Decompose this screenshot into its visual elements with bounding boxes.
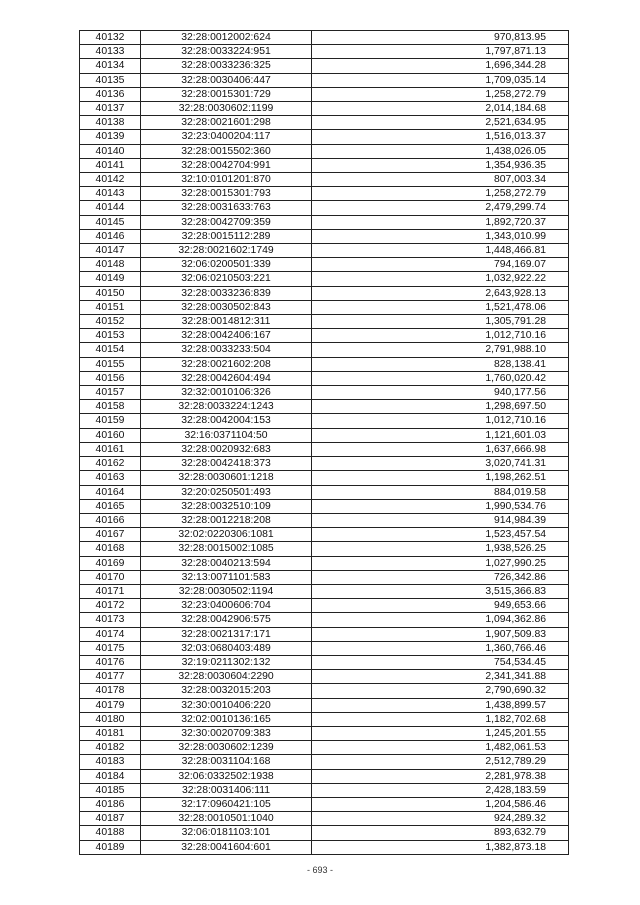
cadastral-number-cell: 32:28:0015301:793 — [141, 187, 312, 201]
row-number-cell: 40176 — [80, 655, 141, 669]
value-cell: 2,512,789.29 — [312, 755, 569, 769]
cadastral-number-cell: 32:28:0042709:359 — [141, 215, 312, 229]
value-cell: 1,360,766.46 — [312, 641, 569, 655]
value-cell: 2,790,690.32 — [312, 684, 569, 698]
cadastral-number-cell: 32:28:0030406:447 — [141, 73, 312, 87]
row-number-cell: 40183 — [80, 755, 141, 769]
row-number-cell: 40155 — [80, 357, 141, 371]
value-cell: 949,653.66 — [312, 599, 569, 613]
value-cell: 924,289.32 — [312, 812, 569, 826]
value-cell: 884,019.58 — [312, 485, 569, 499]
value-cell: 1,343,010.99 — [312, 229, 569, 243]
table-row — [80, 670, 569, 684]
row-number-cell: 40179 — [80, 698, 141, 712]
row-number-cell: 40185 — [80, 783, 141, 797]
cadastral-number-cell: 32:28:0021601:298 — [141, 116, 312, 130]
value-cell: 1,438,899.57 — [312, 698, 569, 712]
value-cell: 1,012,710.16 — [312, 329, 569, 343]
value-cell: 1,696,344.28 — [312, 59, 569, 73]
table-row — [80, 45, 569, 59]
value-cell: 1,438,026.05 — [312, 144, 569, 158]
row-number-cell: 40161 — [80, 442, 141, 456]
table-row — [80, 797, 569, 811]
row-number-cell: 40162 — [80, 457, 141, 471]
table-row — [80, 599, 569, 613]
row-number-cell: 40177 — [80, 670, 141, 684]
value-cell: 794,169.07 — [312, 258, 569, 272]
cadastral-number-cell: 32:28:0042604:494 — [141, 371, 312, 385]
row-number-cell: 40178 — [80, 684, 141, 698]
table-row — [80, 641, 569, 655]
value-cell: 2,341,341.88 — [312, 670, 569, 684]
cadastral-number-cell: 32:28:0015502:360 — [141, 144, 312, 158]
value-cell: 2,479,299.74 — [312, 201, 569, 215]
table-row — [80, 300, 569, 314]
data-table-container — [79, 30, 569, 855]
table-row — [80, 173, 569, 187]
table-row — [80, 59, 569, 73]
value-cell: 940,177.56 — [312, 386, 569, 400]
value-cell: 2,521,634.95 — [312, 116, 569, 130]
cadastral-number-cell: 32:23:0400606:704 — [141, 599, 312, 613]
row-number-cell: 40187 — [80, 812, 141, 826]
value-cell: 726,342.86 — [312, 570, 569, 584]
value-cell: 1,258,272.79 — [312, 87, 569, 101]
table-row — [80, 698, 569, 712]
cadastral-number-cell: 32:28:0033236:839 — [141, 286, 312, 300]
value-cell: 1,027,990.25 — [312, 556, 569, 570]
row-number-cell: 40145 — [80, 215, 141, 229]
cadastral-number-cell: 32:16:0371104:50 — [141, 428, 312, 442]
cadastral-number-cell: 32:28:0012218:208 — [141, 513, 312, 527]
table-row — [80, 570, 569, 584]
table-row — [80, 840, 569, 854]
value-cell: 2,791,988.10 — [312, 343, 569, 357]
table-row — [80, 513, 569, 527]
value-cell: 1,012,710.16 — [312, 414, 569, 428]
row-number-cell: 40144 — [80, 201, 141, 215]
value-cell: 807,003.34 — [312, 173, 569, 187]
row-number-cell: 40186 — [80, 797, 141, 811]
cadastral-number-cell: 32:28:0015301:729 — [141, 87, 312, 101]
table-row — [80, 741, 569, 755]
table-row — [80, 258, 569, 272]
cadastral-number-cell: 32:23:0400204:117 — [141, 130, 312, 144]
cadastral-number-cell: 32:28:0030604:2290 — [141, 670, 312, 684]
value-cell: 1,637,666.98 — [312, 442, 569, 456]
table-row — [80, 812, 569, 826]
cadastral-number-cell: 32:32:0010106:326 — [141, 386, 312, 400]
table-row — [80, 485, 569, 499]
table-row — [80, 215, 569, 229]
row-number-cell: 40143 — [80, 187, 141, 201]
row-number-cell: 40134 — [80, 59, 141, 73]
row-number-cell: 40159 — [80, 414, 141, 428]
row-number-cell: 40184 — [80, 769, 141, 783]
table-row — [80, 414, 569, 428]
table-row — [80, 556, 569, 570]
row-number-cell: 40153 — [80, 329, 141, 343]
row-number-cell: 40171 — [80, 584, 141, 598]
cadastral-number-cell: 32:30:0010406:220 — [141, 698, 312, 712]
row-number-cell: 40137 — [80, 102, 141, 116]
row-number-cell: 40148 — [80, 258, 141, 272]
table-body — [80, 31, 569, 855]
table-row — [80, 102, 569, 116]
value-cell: 1,938,526.25 — [312, 542, 569, 556]
value-cell: 1,258,272.79 — [312, 187, 569, 201]
value-cell: 1,245,201.55 — [312, 726, 569, 740]
value-cell: 1,182,702.68 — [312, 712, 569, 726]
value-cell: 1,204,586.46 — [312, 797, 569, 811]
row-number-cell: 40173 — [80, 613, 141, 627]
row-number-cell: 40175 — [80, 641, 141, 655]
table-row — [80, 229, 569, 243]
value-cell: 1,305,791.28 — [312, 315, 569, 329]
table-row — [80, 357, 569, 371]
cadastral-number-cell: 32:28:0014812:311 — [141, 315, 312, 329]
cadastral-number-cell: 32:02:0220306:1081 — [141, 528, 312, 542]
data-table — [79, 30, 569, 855]
row-number-cell: 40170 — [80, 570, 141, 584]
row-number-cell: 40169 — [80, 556, 141, 570]
cadastral-number-cell: 32:28:0030602:1239 — [141, 741, 312, 755]
row-number-cell: 40150 — [80, 286, 141, 300]
cadastral-number-cell: 32:28:0033224:1243 — [141, 400, 312, 414]
value-cell: 1,709,035.14 — [312, 73, 569, 87]
row-number-cell: 40132 — [80, 31, 141, 45]
cadastral-number-cell: 32:28:0042906:575 — [141, 613, 312, 627]
row-number-cell: 40149 — [80, 272, 141, 286]
row-number-cell: 40160 — [80, 428, 141, 442]
cadastral-number-cell: 32:28:0031406:111 — [141, 783, 312, 797]
table-row — [80, 457, 569, 471]
table-row — [80, 684, 569, 698]
value-cell: 2,014,184.68 — [312, 102, 569, 116]
page-number: - 693 - — [306, 865, 333, 875]
table-row — [80, 187, 569, 201]
table-row — [80, 31, 569, 45]
value-cell: 3,515,366.83 — [312, 584, 569, 598]
table-row — [80, 428, 569, 442]
value-cell: 1,521,478.06 — [312, 300, 569, 314]
table-row — [80, 343, 569, 357]
row-number-cell: 40164 — [80, 485, 141, 499]
row-number-cell: 40158 — [80, 400, 141, 414]
row-number-cell: 40152 — [80, 315, 141, 329]
cadastral-number-cell: 32:06:0181103:101 — [141, 826, 312, 840]
cadastral-number-cell: 32:28:0012002:624 — [141, 31, 312, 45]
cadastral-number-cell: 32:28:0010501:1040 — [141, 812, 312, 826]
cadastral-number-cell: 32:28:0020932:683 — [141, 442, 312, 456]
cadastral-number-cell: 32:19:0211302:132 — [141, 655, 312, 669]
cadastral-number-cell: 32:28:0015002:1085 — [141, 542, 312, 556]
cadastral-number-cell: 32:28:0030602:1199 — [141, 102, 312, 116]
value-cell: 828,138.41 — [312, 357, 569, 371]
cadastral-number-cell: 32:28:0030601:1218 — [141, 471, 312, 485]
cadastral-number-cell: 32:28:0030502:1194 — [141, 584, 312, 598]
row-number-cell: 40157 — [80, 386, 141, 400]
cadastral-number-cell: 32:10:0101201:870 — [141, 173, 312, 187]
row-number-cell: 40142 — [80, 173, 141, 187]
row-number-cell: 40136 — [80, 87, 141, 101]
value-cell: 914,984.39 — [312, 513, 569, 527]
cadastral-number-cell: 32:28:0021602:1749 — [141, 244, 312, 258]
cadastral-number-cell: 32:28:0042004:153 — [141, 414, 312, 428]
cadastral-number-cell: 32:28:0030502:843 — [141, 300, 312, 314]
cadastral-number-cell: 32:28:0015112:289 — [141, 229, 312, 243]
row-number-cell: 40172 — [80, 599, 141, 613]
cadastral-number-cell: 32:28:0033224:951 — [141, 45, 312, 59]
cadastral-number-cell: 32:03:0680403:489 — [141, 641, 312, 655]
table-row — [80, 158, 569, 172]
value-cell: 1,760,020.42 — [312, 371, 569, 385]
value-cell: 1,032,922.22 — [312, 272, 569, 286]
row-number-cell: 40167 — [80, 528, 141, 542]
cadastral-number-cell: 32:17:0960421:105 — [141, 797, 312, 811]
cadastral-number-cell: 32:28:0032015:203 — [141, 684, 312, 698]
row-number-cell: 40146 — [80, 229, 141, 243]
row-number-cell: 40156 — [80, 371, 141, 385]
value-cell: 1,121,601.03 — [312, 428, 569, 442]
value-cell: 2,428,183.59 — [312, 783, 569, 797]
table-row — [80, 613, 569, 627]
table-row — [80, 116, 569, 130]
row-number-cell: 40174 — [80, 627, 141, 641]
table-row — [80, 471, 569, 485]
cadastral-number-cell: 32:20:0250501:493 — [141, 485, 312, 499]
row-number-cell: 40181 — [80, 726, 141, 740]
row-number-cell: 40151 — [80, 300, 141, 314]
table-row — [80, 442, 569, 456]
table-row — [80, 272, 569, 286]
table-row — [80, 286, 569, 300]
row-number-cell: 40180 — [80, 712, 141, 726]
cadastral-number-cell: 32:02:0010136:165 — [141, 712, 312, 726]
row-number-cell: 40141 — [80, 158, 141, 172]
cadastral-number-cell: 32:28:0021602:208 — [141, 357, 312, 371]
cadastral-number-cell: 32:28:0042406:167 — [141, 329, 312, 343]
value-cell: 2,281,978.38 — [312, 769, 569, 783]
row-number-cell: 40139 — [80, 130, 141, 144]
cadastral-number-cell: 32:06:0332502:1938 — [141, 769, 312, 783]
value-cell: 1,198,262.51 — [312, 471, 569, 485]
value-cell: 754,534.45 — [312, 655, 569, 669]
table-row — [80, 627, 569, 641]
value-cell: 1,892,720.37 — [312, 215, 569, 229]
value-cell: 970,813.95 — [312, 31, 569, 45]
table-row — [80, 73, 569, 87]
table-row — [80, 315, 569, 329]
row-number-cell: 40133 — [80, 45, 141, 59]
value-cell: 3,020,741.31 — [312, 457, 569, 471]
cadastral-number-cell: 32:28:0042418:373 — [141, 457, 312, 471]
table-row — [80, 584, 569, 598]
table-row — [80, 87, 569, 101]
value-cell: 1,907,509.83 — [312, 627, 569, 641]
value-cell: 1,382,873.18 — [312, 840, 569, 854]
table-row — [80, 712, 569, 726]
table-row — [80, 144, 569, 158]
table-row — [80, 528, 569, 542]
cadastral-number-cell: 32:28:0033233:504 — [141, 343, 312, 357]
row-number-cell: 40189 — [80, 840, 141, 854]
table-row — [80, 542, 569, 556]
row-number-cell: 40154 — [80, 343, 141, 357]
row-number-cell: 40182 — [80, 741, 141, 755]
table-row — [80, 826, 569, 840]
table-row — [80, 201, 569, 215]
table-row — [80, 755, 569, 769]
table-row — [80, 769, 569, 783]
cadastral-number-cell: 32:13:0071101:583 — [141, 570, 312, 584]
cadastral-number-cell: 32:06:0210503:221 — [141, 272, 312, 286]
row-number-cell: 40147 — [80, 244, 141, 258]
table-row — [80, 386, 569, 400]
table-row — [80, 783, 569, 797]
cadastral-number-cell: 32:28:0040213:594 — [141, 556, 312, 570]
value-cell: 1,094,362.86 — [312, 613, 569, 627]
row-number-cell: 40138 — [80, 116, 141, 130]
value-cell: 893,632.79 — [312, 826, 569, 840]
table-row — [80, 655, 569, 669]
row-number-cell: 40166 — [80, 513, 141, 527]
cadastral-number-cell: 32:28:0031633:763 — [141, 201, 312, 215]
cadastral-number-cell: 32:28:0032510:109 — [141, 499, 312, 513]
value-cell: 1,516,013.37 — [312, 130, 569, 144]
value-cell: 2,643,928.13 — [312, 286, 569, 300]
row-number-cell: 40168 — [80, 542, 141, 556]
cadastral-number-cell: 32:28:0033236:325 — [141, 59, 312, 73]
row-number-cell: 40163 — [80, 471, 141, 485]
value-cell: 1,298,697.50 — [312, 400, 569, 414]
table-row — [80, 329, 569, 343]
table-row — [80, 130, 569, 144]
cadastral-number-cell: 32:30:0020709:383 — [141, 726, 312, 740]
cadastral-number-cell: 32:28:0042704:991 — [141, 158, 312, 172]
row-number-cell: 40188 — [80, 826, 141, 840]
value-cell: 1,482,061.53 — [312, 741, 569, 755]
value-cell: 1,797,871.13 — [312, 45, 569, 59]
value-cell: 1,523,457.54 — [312, 528, 569, 542]
cadastral-number-cell: 32:28:0031104:168 — [141, 755, 312, 769]
value-cell: 1,448,466.81 — [312, 244, 569, 258]
table-row — [80, 400, 569, 414]
cadastral-number-cell: 32:28:0021317:171 — [141, 627, 312, 641]
row-number-cell: 40140 — [80, 144, 141, 158]
cadastral-number-cell: 32:06:0200501:339 — [141, 258, 312, 272]
table-row — [80, 244, 569, 258]
table-row — [80, 499, 569, 513]
row-number-cell: 40135 — [80, 73, 141, 87]
cadastral-number-cell: 32:28:0041604:601 — [141, 840, 312, 854]
table-row — [80, 726, 569, 740]
table-row — [80, 371, 569, 385]
value-cell: 1,354,936.35 — [312, 158, 569, 172]
value-cell: 1,990,534.76 — [312, 499, 569, 513]
row-number-cell: 40165 — [80, 499, 141, 513]
